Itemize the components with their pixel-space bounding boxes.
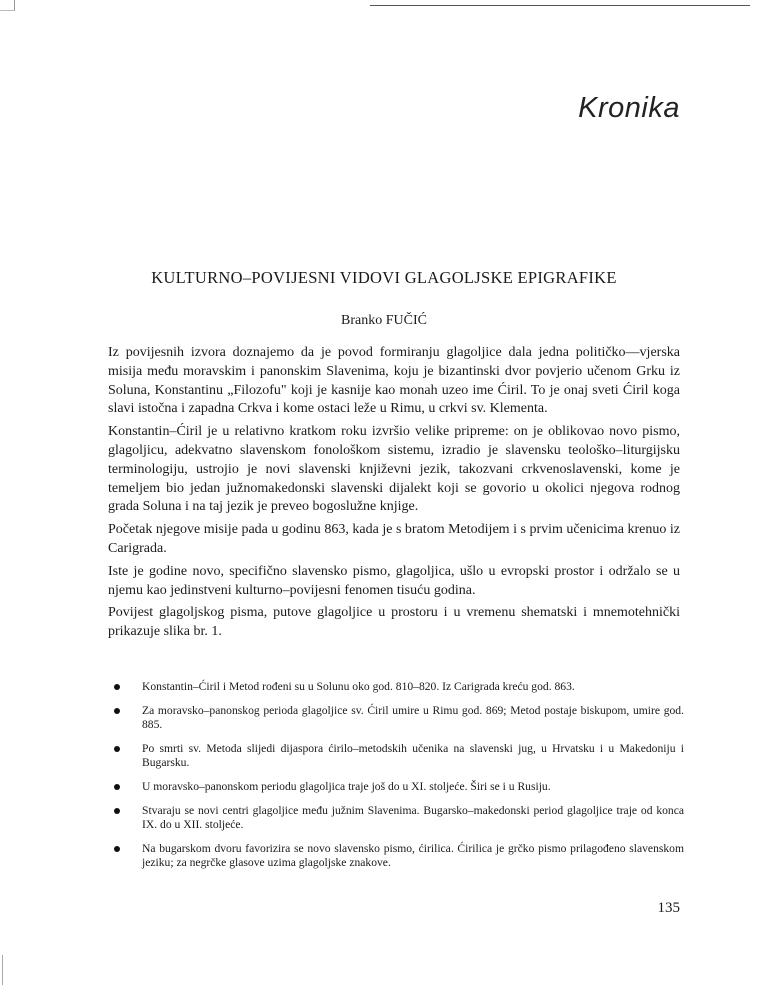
scan-edge-mark [2, 955, 3, 985]
list-item-text: U moravsko–panonskom periodu glagoljica traje još do u XI. stoljeće. Širi se i u Rusiju. [142, 779, 551, 793]
paragraph: Konstantin–Ćiril je u relativno kratkom roku izvršio velike pripreme: on je oblikovao novo pismo, glagoljicu, adekvatno slavenskom fonološkom sistemu, izradio je slavensku teološko–liturgijsku terminologiju, ustrojio je novi slavenski književni jezik, takozvani crkvenoslavenski, kome je temeljem bio jedan južnomakedonski slavenski dijalekt koji se govorio u okolici njegova rodnog grada Soluna i na taj jezik je preveo bogoslužne knjige. [108, 424, 680, 515]
list-item [114, 804, 684, 833]
list-item [114, 680, 684, 695]
list-item [114, 742, 684, 771]
article-title: KULTURNO–POVIJESNI VIDOVI GLAGOLJSKE EPIGRAFIKE [151, 268, 617, 287]
bullet-icon [114, 708, 120, 714]
bullet-list [114, 680, 684, 880]
list-item-text: Konstantin–Ćiril i Metod rođeni su u Solunu oko god. 810–820. Iz Carigrada kreću god. 863. [142, 680, 575, 693]
bullet-icon [114, 846, 120, 852]
bullet-icon [114, 746, 120, 752]
bullet-icon [114, 784, 120, 790]
paragraph: Iste je godine novo, specifično slavensko pismo, glagoljica, ušlo u evropski prostor i održalo se u njemu kao jedinstveni kulturno–povijesni fenomen tisuću godina. [108, 563, 680, 598]
header-rule [370, 5, 750, 6]
list-item [114, 704, 684, 733]
section-title: Kronika [578, 92, 680, 124]
list-item [114, 780, 684, 795]
author-name: Branko FUČIĆ [341, 313, 427, 328]
list-item-text: Po smrti sv. Metoda slijedi dijaspora ćirilo–metodskih učenika na slavenski jug, u Hrvatsku i u Makedoniju i Bugarsku. [142, 741, 684, 770]
bullet-icon [114, 808, 120, 814]
paragraph: Povijest glagoljskog pisma, putove glagoljice u prostoru i u vremenu shematski i mnemotehnički prikazuje slika br. 1. [108, 605, 680, 640]
scan-corner-mark [0, 0, 15, 11]
list-item-text: Stvaraju se novi centri glagoljice među južnim Slavenima. Bugarsko–makedonski period glagoljice traje od konca IX. do u XII. stoljeće. [142, 803, 684, 832]
list-item [114, 842, 684, 871]
paragraph: Iz povijesnih izvora doznajemo da je povod formiranju glagoljice dala jedna političko––vjerska misija među moravskim i panonskim Slavenima, koju je bizantinski dvor povjerio učenom Grku iz Soluna, Konstantinu „Filozofu" koji je kasnije kao monah uzeo ime Ćiril. To je onaj sveti Ćiril koga slavi istočna i zapadna Crkva i kome ostaci leže u Rimu, u crkvi sv. Klementa. [108, 345, 680, 417]
bullet-icon [114, 684, 120, 690]
paragraph: Početak njegove misije pada u godinu 863, kada je s bratom Metodijem i s prvim učenicima krenuo iz Carigrada. [108, 522, 680, 556]
list-item-text: Na bugarskom dvoru favorizira se novo slavensko pismo, ćirilica. Ćirilica je grčko pismo prilagođeno slavenskom jeziku; za negrčke glasove uzima glagoljske znakove. [142, 841, 684, 870]
article-body [108, 344, 680, 646]
list-item-text: Za moravsko–panonskog perioda glagoljice sv. Ćiril umire u Rimu god. 869; Metod postaje biskupom, umire god. 885. [142, 703, 684, 732]
page-number: 135 [657, 900, 680, 916]
